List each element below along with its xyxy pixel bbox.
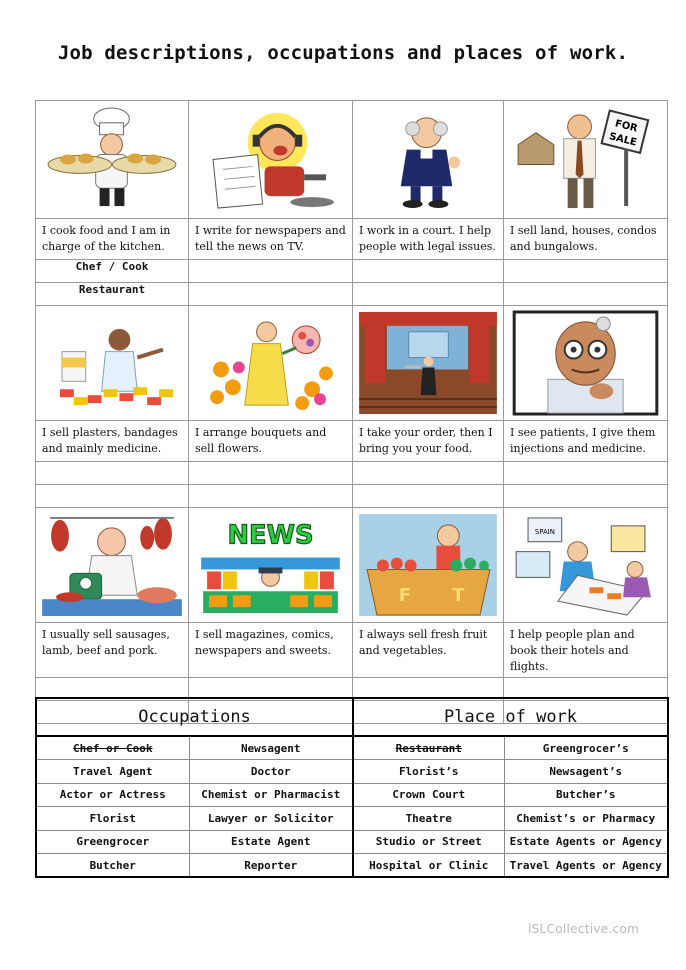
occupation-answer-field[interactable]	[504, 462, 668, 485]
place-word	[353, 736, 504, 760]
job-grid	[35, 100, 668, 724]
job-description: I take your order, then I bring you your food.	[353, 421, 504, 462]
occupation-word-used: Chef or Cook	[73, 741, 153, 755]
occupation-word: Doctor	[189, 760, 353, 784]
place-word: Crown Court	[353, 783, 504, 807]
place-word: Greengrocer’s	[504, 736, 668, 760]
place-word: Theatre	[353, 807, 504, 831]
job-description: I sell land, houses, condos and bungalows.	[504, 219, 668, 260]
occupation-word: Florist	[36, 807, 189, 831]
svg-text:F: F	[398, 585, 411, 607]
florist-icon	[193, 310, 348, 416]
watermark: iSLCollective.com	[528, 922, 640, 936]
picture-cell	[504, 508, 668, 623]
occupation-word: Estate Agent	[189, 830, 353, 854]
occupation-word: Greengrocer	[36, 830, 189, 854]
place-word: Travel Agents or Agency	[504, 854, 668, 878]
picture-cell	[353, 508, 504, 623]
butcher-icon	[40, 512, 184, 618]
place-word: Butcher’s	[504, 783, 668, 807]
occupation-word	[36, 736, 189, 760]
word-bank-row	[36, 807, 668, 831]
job-description: I see patients, I give them injections and medicine.	[504, 421, 668, 462]
job-description: I work in a court. I help people with legal issues.	[353, 219, 504, 260]
occupation-word: Lawyer or Solicitor	[189, 807, 353, 831]
job-description: I sell plasters, bandages and mainly medicine.	[36, 421, 189, 462]
picture-cell	[189, 101, 353, 219]
job-description: I usually sell sausages, lamb, beef and pork.	[36, 623, 189, 678]
place-word: Hospital or Clinic	[353, 854, 504, 878]
place-answer-field[interactable]	[353, 485, 504, 508]
occupation-word: Chemist or Pharmacist	[189, 783, 353, 807]
occupation-answer-field[interactable]	[504, 260, 668, 283]
picture-cell	[353, 306, 504, 421]
place-word: Chemist’s or Pharmacy	[504, 807, 668, 831]
estate-agent-icon	[508, 105, 663, 214]
occupation-answer-field[interactable]: Chef / Cook	[36, 260, 189, 283]
travel-agent-icon	[508, 512, 663, 618]
place-answer-field[interactable]	[353, 283, 504, 306]
place-word-used: Restaurant	[395, 741, 462, 755]
occupation-word: Actor or Actress	[36, 783, 189, 807]
place-answer-field[interactable]: Restaurant	[36, 283, 189, 306]
place-answer-field[interactable]	[504, 283, 668, 306]
occupation-answer-field[interactable]	[353, 260, 504, 283]
word-bank-row	[36, 736, 668, 760]
picture-cell	[36, 508, 189, 623]
occupation-answer-field[interactable]	[189, 260, 353, 283]
greengrocer-icon	[357, 512, 499, 618]
occupation-answer-field[interactable]	[36, 462, 189, 485]
pharmacist-icon	[40, 310, 184, 416]
word-bank-row	[36, 783, 668, 807]
word-bank-row	[36, 830, 668, 854]
page-title: Job descriptions, occupations and places of work.	[57, 42, 629, 64]
job-description: I sell magazines, comics, newspapers and sweets.	[189, 623, 353, 678]
occupations-header: Occupations	[36, 698, 353, 736]
occupation-word: Butcher	[36, 854, 189, 878]
job-description: I write for newspapers and tell the news on TV.	[189, 219, 353, 260]
occupation-answer-field[interactable]	[353, 462, 504, 485]
place-word: Estate Agents or Agency	[504, 830, 668, 854]
judge-icon	[357, 105, 499, 214]
occupation-answer-field[interactable]	[189, 462, 353, 485]
job-description: I always sell fresh fruit and vegetables.	[353, 623, 504, 678]
place-answer-field[interactable]	[504, 485, 668, 508]
picture-cell	[36, 306, 189, 421]
place-answer-field[interactable]	[36, 485, 189, 508]
job-description: I arrange bouquets and sell flowers.	[189, 421, 353, 462]
svg-text:T: T	[452, 585, 465, 607]
picture-cell	[353, 101, 504, 219]
svg-text:SPAIN: SPAIN	[534, 527, 555, 536]
word-bank	[35, 697, 669, 878]
picture-cell	[504, 101, 668, 219]
job-description: I help people plan and book their hotels and flights.	[504, 623, 668, 678]
waiter-icon	[357, 310, 499, 416]
svg-text:NEWS: NEWS	[227, 520, 314, 551]
doctor-icon	[508, 310, 663, 416]
newsagent-icon	[193, 512, 348, 618]
place-answer-field[interactable]	[189, 485, 353, 508]
picture-cell	[504, 306, 668, 421]
occupation-word: Reporter	[189, 854, 353, 878]
job-description: I cook food and I am in charge of the kitchen.	[36, 219, 189, 260]
place-answer-field[interactable]	[189, 283, 353, 306]
picture-cell	[189, 508, 353, 623]
occupation-word: Newsagent	[189, 736, 353, 760]
picture-cell	[36, 101, 189, 219]
word-bank-row	[36, 854, 668, 878]
chef-icon	[40, 105, 184, 214]
reporter-icon	[193, 105, 348, 214]
svg-text:FOR: FOR	[613, 118, 639, 135]
svg-text:SALE: SALE	[608, 131, 638, 149]
places-header: Place of work	[353, 698, 668, 736]
occupation-word: Travel Agent	[36, 760, 189, 784]
word-bank-row	[36, 760, 668, 784]
place-word: Studio or Street	[353, 830, 504, 854]
place-word: Newsagent’s	[504, 760, 668, 784]
place-word: Florist’s	[353, 760, 504, 784]
picture-cell	[189, 306, 353, 421]
